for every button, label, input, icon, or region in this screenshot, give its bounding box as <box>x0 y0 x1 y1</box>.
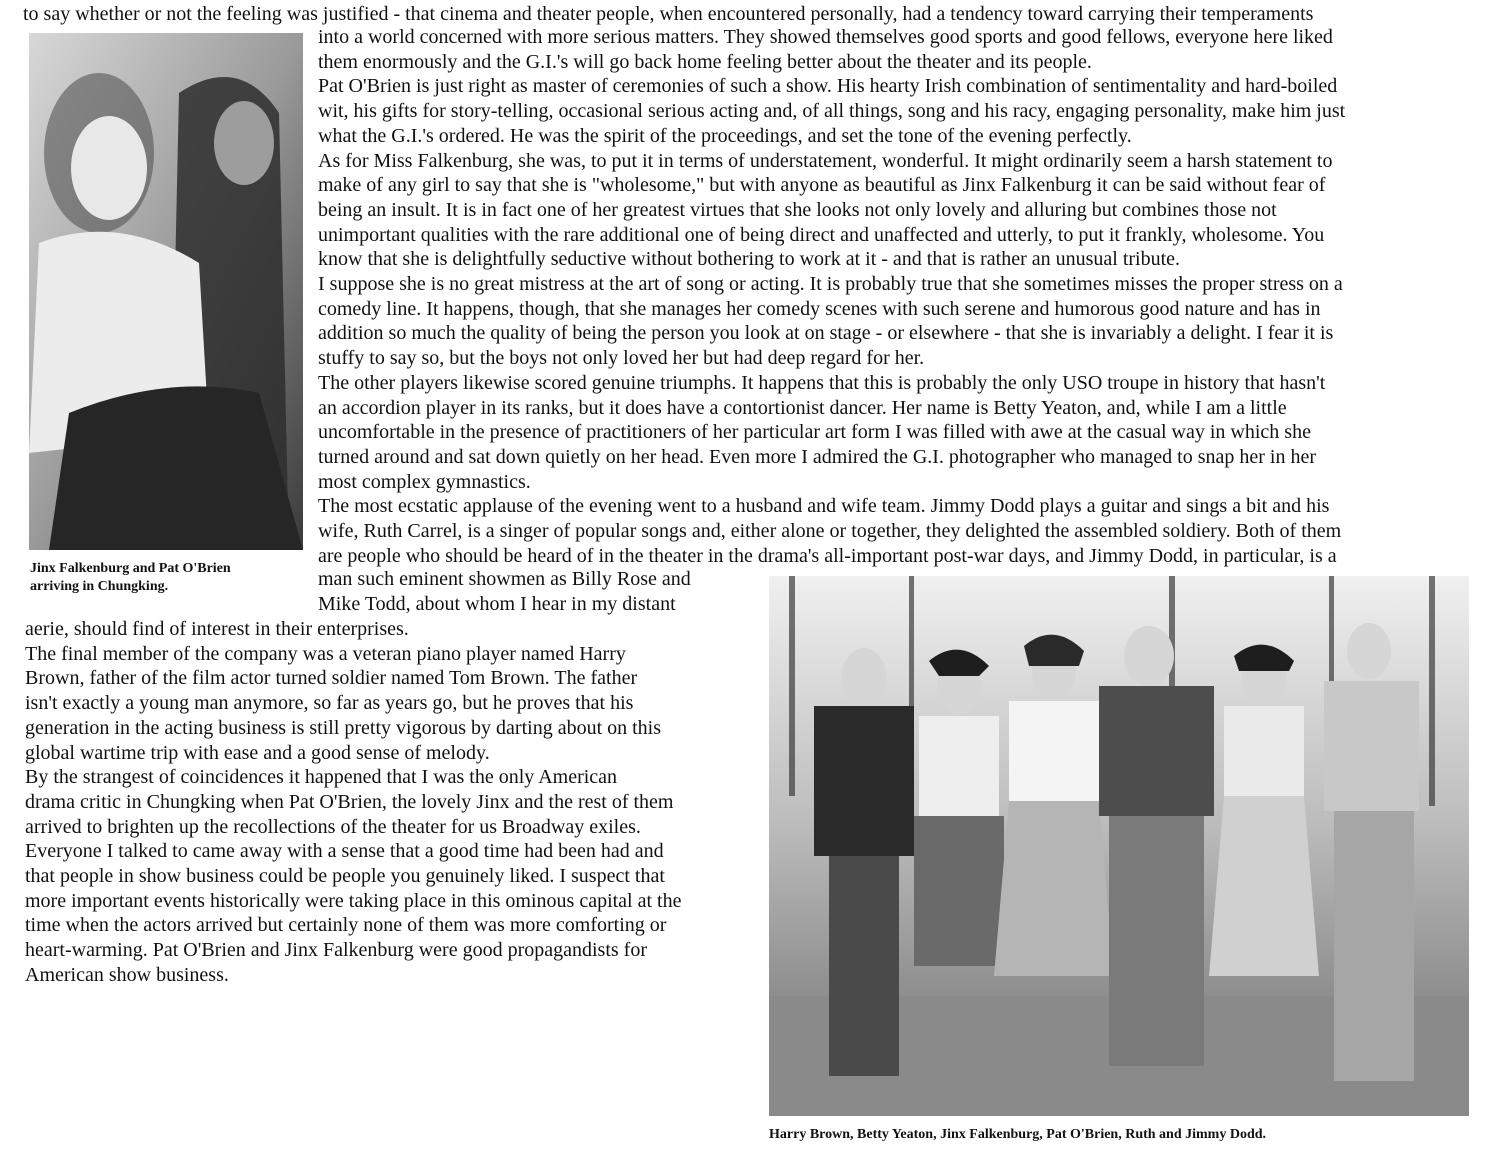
article-line: isn't exactly a young man anymore, so far as years go, but he proves that his <box>25 692 634 715</box>
article-line: The most ecstatic applause of the evening went to a husband and wife team. Jimmy Dodd plays a guitar and sings a bit and his <box>318 495 1330 518</box>
photo-caption-line: arriving in Chungking. <box>30 579 169 594</box>
article-line: generation in the acting business is still pretty vigorous by darting about on this <box>25 716 662 739</box>
article-line: most complex gymnastics. <box>318 470 531 493</box>
article-line: them enormously and the G.I.'s will go back home feeling better about the theater and its people. <box>318 50 1092 73</box>
photo-caption-line: Jinx Falkenburg and Pat O'Brien <box>30 561 231 576</box>
photo-jinx-and-pat-image <box>29 33 303 550</box>
photo-jinx-and-pat <box>29 33 303 550</box>
article-line: uncomfortable in the presence of practitioners of her particular art form I was filled with awe at the casual way in which she <box>318 421 1311 444</box>
article-line: time when the actors arrived but certainly none of them was more comforting or <box>25 914 667 937</box>
article-line: As for Miss Falkenburg, she was, to put it in terms of understatement, wonderful. It might ordinarily seem a harsh statement to <box>318 149 1333 172</box>
article-line: addition so much the quality of being the person you look at on stage - or elsewhere - that she is invariably a delight. I fear it is <box>318 322 1334 345</box>
article-line: into a world concerned with more serious matters. They showed themselves good sports and good fellows, everyone here liked <box>318 26 1333 48</box>
article-line: wife, Ruth Carrel, is a singer of popular songs and, either alone or together, they delighted the assembled soldiery. Both of them <box>318 520 1342 542</box>
photo-group-image <box>769 576 1469 1116</box>
article-line: Brown, father of the film actor turned soldier named Tom Brown. The father <box>25 667 638 690</box>
article-line: make of any girl to say that she is "wholesome," but with anyone as beautiful as Jinx Falkenburg it can be said without fear of <box>318 174 1326 197</box>
article-line: what the G.I.'s ordered. He was the spirit of the proceedings, and set the tone of the evening perfectly. <box>318 124 1132 147</box>
article-line: Mike Todd, about whom I hear in my distant <box>318 593 676 615</box>
article-line: I suppose she is no great mistress at the art of song or acting. It is probably true that she sometimes misses the proper stress on a <box>318 273 1343 295</box>
article-line: comedy line. It happens, though, that she manages her comedy scenes with such serene and humorous good nature and has in <box>318 297 1321 320</box>
photo-caption-line: Harry Brown, Betty Yeaton, Jinx Falkenburg, Pat O'Brien, Ruth and Jimmy Dodd. <box>769 1127 1267 1142</box>
photo-group <box>769 576 1469 1116</box>
article-line: to say whether or not the feeling was justified - that cinema and theater people, when encountered personally, had a tendency toward carrying their temperaments <box>23 3 1314 25</box>
article-line: man such eminent showmen as Billy Rose and <box>318 568 691 590</box>
article-line: The final member of the company was a veteran piano player named Harry <box>25 642 626 665</box>
article-line: being an insult. It is in fact one of her greatest virtues that she looks not only lovely and alluring but combines those not <box>318 198 1277 221</box>
article-line: more important events historically were taking place in this ominous capital at the <box>25 889 682 912</box>
article-line: know that she is delightfully seductive without bothering to work at it - and that is rather an unusual tribute. <box>318 248 1181 271</box>
article-line: an accordion player in its ranks, but it does have a contortionist dancer. Her name is Betty Yeaton, and, while I am a little <box>318 396 1287 419</box>
article-line: American show business. <box>25 963 229 986</box>
article-line: By the strangest of coincidences it happened that I was the only American <box>25 766 618 789</box>
article-line: turned around and sat down quietly on her head. Even more I admired the G.I. photographer who managed to snap her in her <box>318 445 1317 468</box>
article-line: stuffy to say so, but the boys not only loved her but had deep regard for her. <box>318 347 925 370</box>
article-line: wit, his gifts for story-telling, occasional serious acting and, of all things, song and his racy, engaging personality, make him just <box>318 100 1346 123</box>
article-line: arrived to brighten up the recollections of the theater for us Broadway exiles. <box>25 815 641 838</box>
article-line: drama critic in Chungking when Pat O'Brien, the lovely Jinx and the rest of them <box>25 790 674 813</box>
article-line: global wartime trip with ease and a good sense of melody. <box>25 741 490 764</box>
article-line: unimportant qualities with the rare additional one of being direct and unaffected and utterly, to put it frankly, wholesome. You <box>318 223 1325 246</box>
article-line: heart-warming. Pat O'Brien and Jinx Falkenburg were good propagandists for <box>25 939 647 962</box>
article-line: The other players likewise scored genuine triumphs. It happens that this is probably the only USO troupe in history that hasn't <box>318 371 1326 394</box>
article-line: Pat O'Brien is just right as master of ceremonies of such a show. His hearty Irish combination of sentimentality and hard-boiled <box>318 75 1338 98</box>
article-line: that people in show business could be people you genuinely liked. I suspect that <box>25 865 665 887</box>
article-line: aerie, should find of interest in their enterprises. <box>25 618 409 640</box>
article-line: Everyone I talked to came away with a sense that a good time had been had and <box>25 840 664 863</box>
article-line: are people who should be heard of in the theater in the drama's all-important post-war days, and Jimmy Dodd, in particular, is a <box>318 544 1337 567</box>
